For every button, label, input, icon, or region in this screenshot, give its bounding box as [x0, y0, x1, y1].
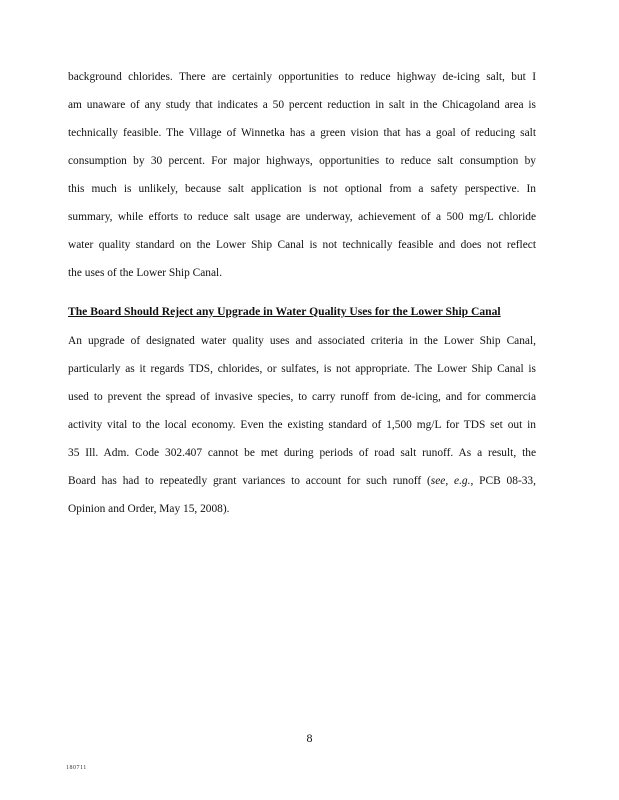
- paragraph-1-line-1: background chlorides. There are certainly opportunities to reduce highway de-icing salt, but I: [68, 71, 536, 83]
- paragraph-2-line-3: used to prevent the spread of invasive species, to carry runoff from de-icing, and for commercia: [68, 391, 536, 403]
- paragraph-1-line-8: the uses of the Lower Ship Canal.: [68, 267, 223, 279]
- paragraph-1-line-2: am unaware of any study that indicates a 50 percent reduction in salt in the Chicagoland area is: [68, 99, 536, 111]
- paragraph-2-line-4: activity vital to the local economy. Even the existing standard of 1,500 mg/L for TDS set out in: [68, 419, 536, 431]
- section-heading: The Board Should Reject any Upgrade in Water Quality Uses for the Lower Ship Canal: [68, 305, 501, 318]
- page-number: 8: [306, 731, 313, 745]
- paragraph-1-line-4: consumption by 30 percent. For major highways, opportunities to reduce salt consumption by: [68, 155, 536, 167]
- paragraph-1-line-3: technically feasible. The Village of Winnetka has a green vision that has a goal of reducing salt: [68, 127, 536, 139]
- paragraph-2-line-5: 35 Ill. Adm. Code 302.407 cannot be met during periods of road salt runoff. As a result, the: [68, 447, 536, 459]
- paragraph-2-line-1: An upgrade of designated water quality uses and associated criteria in the Lower Ship Canal,: [68, 335, 536, 347]
- paragraph-2-line-2: particularly as it regards TDS, chlorides, or sulfates, is not appropriate. The Lower Ship Canal is: [68, 363, 536, 375]
- footer-code: 180711: [66, 765, 87, 771]
- paragraph-2-line-6-before: Board has had to repeatedly grant variances to account for such runoff (: [68, 475, 431, 487]
- citation-signal: see, e.g.,: [430, 475, 474, 487]
- paragraph-1-line-7: water quality standard on the Lower Ship Canal is not technically feasible and does not reflect: [68, 239, 536, 251]
- paragraph-2-line-6-after: PCB 08-33,: [473, 475, 536, 487]
- paragraph-1-line-5: this much is unlikely, because salt application is not optional from a safety perspective. In: [68, 183, 536, 195]
- paragraph-2-line-7: Opinion and Order, May 15, 2008).: [68, 503, 230, 515]
- paragraph-1-line-6: summary, while efforts to reduce salt usage are underway, achievement of a 500 mg/L chloride: [68, 211, 536, 223]
- paragraph-2-line-6: [68, 474, 536, 488]
